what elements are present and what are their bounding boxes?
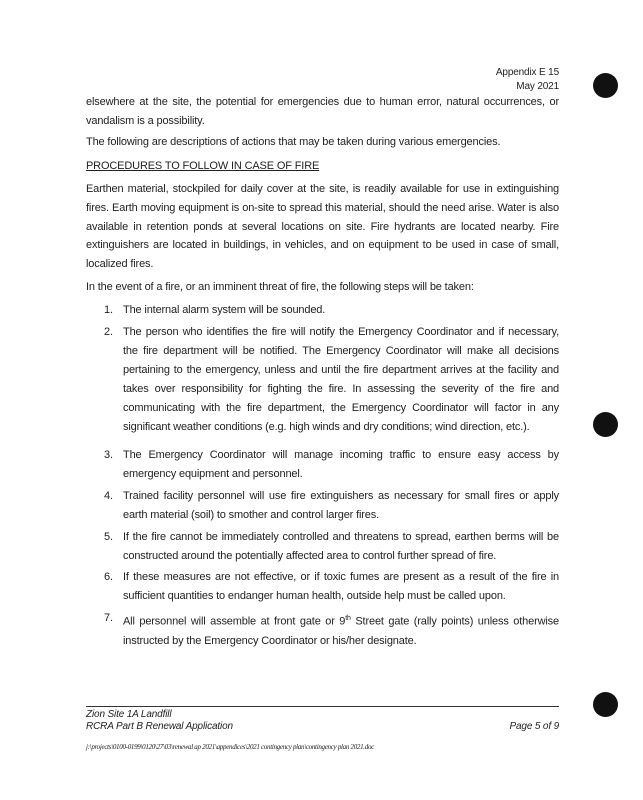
list-text [123,609,559,651]
list-item [104,301,559,320]
paragraph: The following are descriptions of actions that may be taken during various emergencies. [86,136,501,148]
paragraph: Earthen material, stockpiled for daily cover at the site, is readily available for use in extinguishing fires. Earth moving equipment is on-site to spread this material, should the need arise. Water is also available in retention ponds at several locations on site. Fire hydrants are located nearby. Fire extinguishers are located in buildings, in vehicles, and on equipment to be used in case of small, localized fires. [86,183,559,271]
list-text: The Emergency Coordinator will manage incoming traffic to ensure easy access by emergency equipment and personnel. [123,449,559,480]
list-text: Trained facility personnel will use fire extinguishers as necessary for small fires or apply earth material (soil) to smother and control larger fires. [123,490,559,521]
binder-hole [593,412,618,437]
paragraph: In the event of a fire, or an imminent threat of fire, the following steps will be taken: [86,281,474,293]
list-number: 6. [104,571,113,583]
footer-file-path: j:\projects\0100-0199\0120\27\03\renewal ap 2021\appendices\2021 contingency plan\contingency plan 2021.doc [86,743,374,751]
binder-hole [593,73,618,98]
section-heading: PROCEDURES TO FOLLOW IN CASE OF FIRE [86,160,320,172]
list-text-part: Street gate (rally points) unless otherwise instructed by the Emergency Coordinator or his/her designate. [123,615,559,647]
list-number: 7. [104,612,113,624]
footer-page-number: Page 5 of 9 [509,721,559,732]
list-item [104,487,559,525]
list-item [104,528,559,566]
list-item [104,568,559,606]
list-text: If these measures are not effective, or if toxic fumes are present as a result of the fire in sufficient quantities to endanger human health, outside help must be called upon. [123,571,559,602]
header-date: May 2021 [516,81,559,92]
list-text-part: All personnel will assemble at front gate or 9 [123,615,346,628]
list-number: 3. [104,449,113,461]
list-number: 2. [104,326,113,338]
footer-rule [86,706,559,707]
list-item [104,446,559,484]
list-item [104,609,559,651]
paragraph: elsewhere at the site, the potential for emergencies due to human error, natural occurrences, or vandalism is a possibility. [86,96,559,127]
list-number: 1. [104,304,113,316]
footer-site: Zion Site 1A Landfill [86,709,172,720]
list-number: 4. [104,490,113,502]
list-number: 5. [104,531,113,543]
binder-hole [593,692,618,717]
list-item [104,323,559,437]
superscript: th [345,615,351,622]
list-text: If the fire cannot be immediately controlled and threatens to spread, earthen berms will be constructed around the potentially affected area to control further spread of fire. [123,531,559,562]
list-text: The internal alarm system will be sounded. [123,304,326,316]
header-appendix: Appendix E 15 [495,67,559,78]
list-text: The person who identifies the fire will notify the Emergency Coordinator and if necessary, the fire department will be notified. The Emergency Coordinator will make all decisions pertaining to the emergency, unless and until the fire department arrives at the facility and takes over responsibility for fighting the fire. In assessing the severity of the fire and communicating with the fire department, the Emergency Coordinator will factor in any significant weather conditions (e.g. high winds and dry conditions; wind direction, etc.). [123,326,559,433]
footer-application: RCRA Part B Renewal Application [86,721,233,732]
